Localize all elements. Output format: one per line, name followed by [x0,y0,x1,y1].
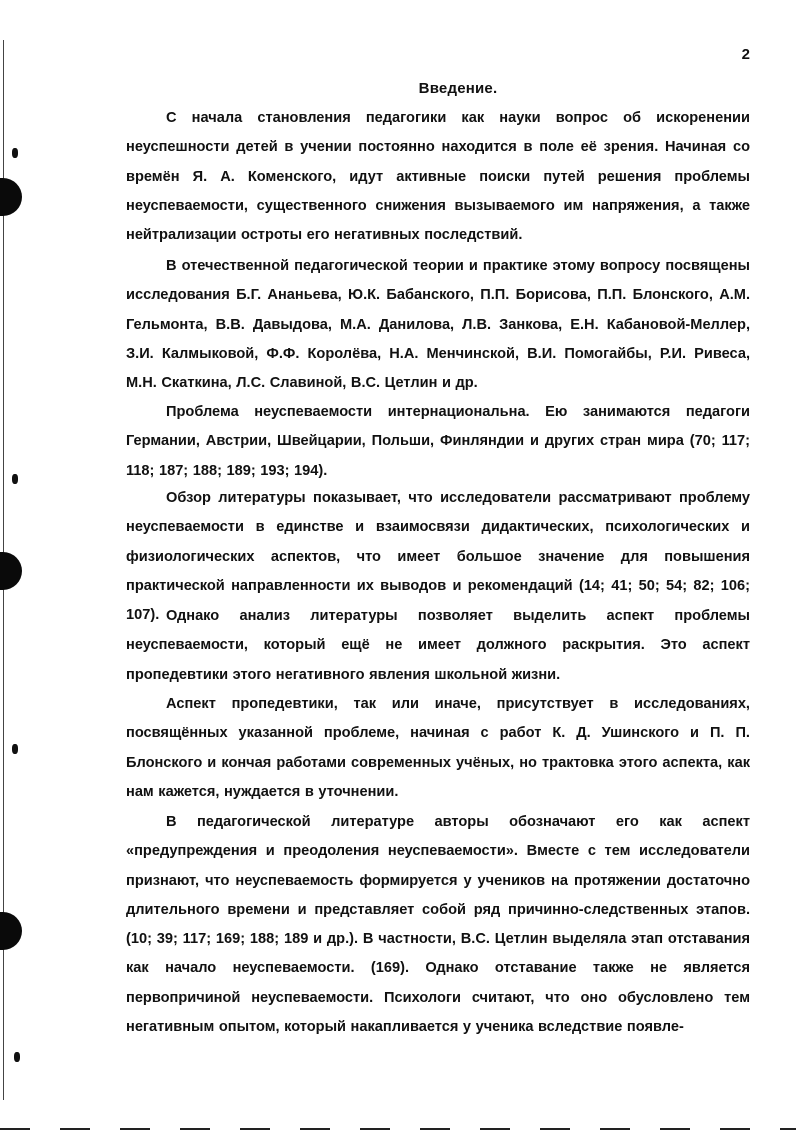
scan-speck [12,474,18,484]
binder-hole-mark [0,178,22,216]
paragraph-5: Однако анализ литературы позволяет выделить аспект проблемы неуспеваемости, который ещё не имеет должного раскрытия. Это аспект пропедевтики этого негативного явления школьной жизни. [126,608,750,683]
paragraph-2: В отечественной педагогической теории и практике этому вопросу посвящены исследования Б.Г. Ананьева, Ю.К. Бабанского, П.П. Борисова, П.П. Блонского, А.М. Гельмонта, В.В. Давыдова, М.А. Данилова, Л.В. Занкова, Е.Н. Кабановой-Меллер, З.И. Калмыковой, Ф.Ф. Королёва, Н.А. Менчинской, В.И. Помогайбы, Р.И. Ривеса, М.Н. Скаткина, Л.С. Славиной, В.С. Цетлин и др. [126,258,750,392]
paragraph-3: Проблема неуспеваемости интернациональна. Ею занимаются педагоги Германии, Австрии, Швейцарии, Польши, Финляндии и других стран мира (70; 117; 118; 187; 188; 189; 193; 194). [126,404,750,479]
paragraph-4: Обзор литературы показывает, что исследователи рассматривают проблему неуспеваемости в единстве и взаимосвязи дидактических, психологических и физиологических аспектов, что имеет большое значение для повышения практической направленности их выводов и рекомендаций (14; 41; 50; 54; 82; 106; 107). [126,490,750,624]
scan-speck [14,1052,20,1062]
paragraph-1: С начала становления педагогики как науки вопрос об искоренении неуспешности детей в учении постоянно находится в поле её зрения. Начиная со времён Я. А. Коменского, идут активные поиски путей решения проблемы неуспеваемости, существенного снижения вызываемого им напряжения, а также нейтрализации остроты его негативных последствий. [126,110,750,244]
binder-hole-mark [0,552,22,590]
scan-bottom-edge [0,1128,796,1130]
page-number: 2 [741,46,750,63]
scan-speck [12,744,18,754]
paragraph-6: Аспект пропедевтики, так или иначе, присутствует в исследованиях, посвящённых указанной проблеме, начиная с работ К. Д. Ушинского и П. П. Блонского и кончая работами современных учёных, но трактовка этого аспекта, как нам кажется, нуждается в уточнении. [126,696,750,800]
scan-speck [12,148,18,158]
paragraph-7: В педагогической литературе авторы обозначают его как аспект «предупреждения и преодоления неуспеваемости». Вместе с тем исследователи признают, что неуспеваемость формируется у учеников на протяжении достаточно длительного времени и представляет собой ряд причинно-следственных этапов. (10; 39; 117; 169; 188; 189 и др.). В частности, В.С. Цетлин выделяла этап отставания как начало неуспеваемости. (169). Однако отставание также не является первопричиной неуспеваемости. Психологи считают, что оно обусловлено тем негативным опытом, который накапливается у ученика вследствие появле- [126,814,750,1036]
binder-hole-mark [0,912,22,950]
page-title: Введение. [418,80,498,97]
